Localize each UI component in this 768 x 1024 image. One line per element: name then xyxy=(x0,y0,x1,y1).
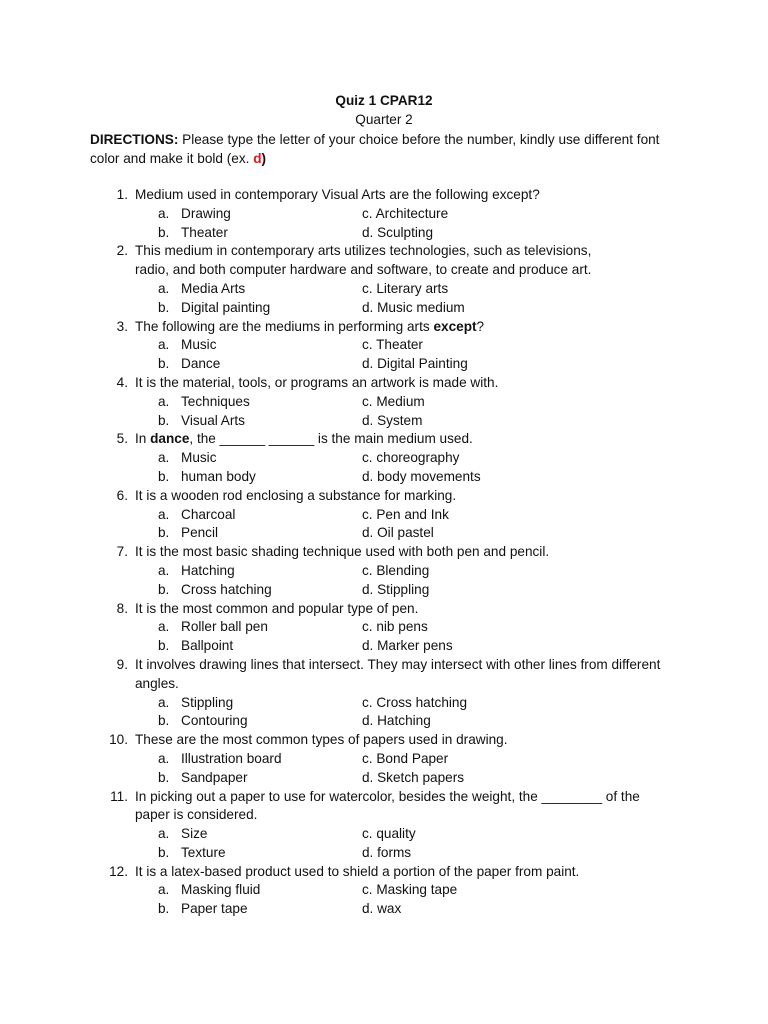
option-row xyxy=(0,393,768,412)
option-d: d. Marker pens xyxy=(362,638,453,654)
option-a-letter: a. xyxy=(158,826,170,842)
option-a: Illustration board xyxy=(181,750,282,766)
question-line xyxy=(0,600,768,619)
option-b: Texture xyxy=(181,844,226,860)
option-row xyxy=(0,750,768,769)
option-c: c. nib pens xyxy=(362,619,428,635)
option-a: Masking fluid xyxy=(181,882,261,898)
question-text xyxy=(135,731,508,750)
option-b-letter: b. xyxy=(158,901,170,917)
option-a: Size xyxy=(181,826,208,842)
option-b: Sandpaper xyxy=(181,769,248,785)
question-list xyxy=(0,186,768,919)
question-text xyxy=(135,487,456,506)
option-d: d. Oil pastel xyxy=(362,525,434,541)
option-c: c. Bond Paper xyxy=(362,750,449,766)
option-a-letter: a. xyxy=(158,562,170,578)
option-row xyxy=(0,205,768,224)
option-b-letter: b. xyxy=(158,638,170,654)
option-row xyxy=(0,844,768,863)
option-row xyxy=(0,769,768,788)
question-5 xyxy=(0,430,768,486)
option-d: d. Digital Painting xyxy=(362,356,468,372)
option-a-letter: a. xyxy=(158,337,170,353)
question-text xyxy=(135,543,549,562)
option-row xyxy=(0,712,768,731)
option-b: Cross hatching xyxy=(181,581,272,597)
option-b: Theater xyxy=(181,224,228,240)
question-text-part: It is the most basic shading technique used with both pen and pencil. xyxy=(135,544,550,560)
option-d: d. Hatching xyxy=(362,713,431,729)
option-d: d. Sculpting xyxy=(362,224,434,240)
question-number: 5. xyxy=(116,431,128,447)
question-line xyxy=(0,318,768,337)
option-b-letter: b. xyxy=(158,356,170,372)
option-row xyxy=(0,224,768,243)
question-text-continued: radio, and both computer hardware and software, to create and produce art. xyxy=(135,262,592,278)
option-row xyxy=(0,694,768,713)
question-6 xyxy=(0,487,768,543)
question-12 xyxy=(0,863,768,919)
question-text-part: This medium in contemporary arts utilizes technologies, such as televisions, xyxy=(135,243,592,259)
question-line xyxy=(0,374,768,393)
question-text-part: Medium used in contemporary Visual Arts are the following except? xyxy=(135,187,540,202)
option-b-letter: b. xyxy=(158,299,170,315)
question-text xyxy=(135,430,473,449)
question-line xyxy=(0,543,768,562)
option-b: Visual Arts xyxy=(181,412,245,428)
question-number: 7. xyxy=(116,544,128,560)
question-continuation xyxy=(0,261,768,280)
option-b-letter: b. xyxy=(158,412,170,428)
question-text xyxy=(135,242,591,261)
question-line xyxy=(0,656,768,675)
option-d: d. wax xyxy=(362,901,402,917)
option-a: Media Arts xyxy=(181,280,246,296)
question-text-part: The following are the mediums in performing arts xyxy=(135,318,434,334)
question-emphasis: dance xyxy=(150,431,190,447)
question-4 xyxy=(0,374,768,430)
option-d: d. forms xyxy=(362,844,412,860)
question-number: 4. xyxy=(116,374,128,390)
question-text xyxy=(135,186,540,205)
option-row xyxy=(0,881,768,900)
question-line xyxy=(0,731,768,750)
option-a-letter: a. xyxy=(158,393,170,409)
question-text-part: It is a latex-based product used to shield a portion of the paper from paint. xyxy=(135,863,580,879)
question-text-part: It is a wooden rod enclosing a substance for marking. xyxy=(135,487,457,503)
question-text-continued: paper is considered. xyxy=(135,807,258,823)
question-line xyxy=(0,430,768,449)
question-8 xyxy=(0,600,768,656)
option-c: c. Blending xyxy=(362,562,430,578)
question-number: 10. xyxy=(109,732,128,748)
question-continuation xyxy=(0,675,768,694)
directions-text: Please type the letter of your choice before the number, kindly use different font color and make it bold (ex. xyxy=(90,132,660,166)
option-d: d. Sketch papers xyxy=(362,769,465,785)
question-text-part: , the ______ ______ is the main medium used. xyxy=(189,431,473,447)
option-a-letter: a. xyxy=(158,205,170,221)
quiz-title: Quiz 1 CPAR12 xyxy=(335,93,433,108)
option-row xyxy=(0,900,768,919)
option-a: Charcoal xyxy=(181,506,236,522)
question-line xyxy=(0,863,768,882)
directions-label: DIRECTIONS: xyxy=(90,132,179,147)
question-number: 3. xyxy=(116,318,128,334)
directions-end: ) xyxy=(261,151,267,166)
question-text xyxy=(135,656,660,675)
question-text xyxy=(135,863,579,882)
option-b: Pencil xyxy=(181,525,219,541)
option-b: Dance xyxy=(181,356,221,372)
option-row xyxy=(0,581,768,600)
question-text-part: It is the most common and popular type of pen. xyxy=(135,600,419,616)
option-row xyxy=(0,618,768,637)
option-d: d. body movements xyxy=(362,468,481,484)
question-1 xyxy=(0,186,768,242)
directions-example: d xyxy=(253,151,262,166)
option-a-letter: a. xyxy=(158,280,170,296)
question-emphasis: except xyxy=(433,318,477,334)
option-a: Stippling xyxy=(181,694,234,710)
question-number: 9. xyxy=(116,656,128,672)
option-a-letter: a. xyxy=(158,506,170,522)
question-number: 11. xyxy=(110,788,128,804)
question-text-part: In xyxy=(135,431,151,447)
directions xyxy=(90,130,690,168)
option-row xyxy=(0,468,768,487)
option-row xyxy=(0,299,768,318)
question-text-part: These are the most common types of papers used in drawing. xyxy=(135,732,508,748)
question-line xyxy=(0,242,768,261)
option-c: c. quality xyxy=(362,826,416,842)
option-b-letter: b. xyxy=(158,769,170,785)
question-text-part: ? xyxy=(476,318,485,334)
option-b-letter: b. xyxy=(158,844,170,860)
option-b: Contouring xyxy=(181,713,248,729)
option-b: Ballpoint xyxy=(181,638,234,654)
question-text-part: It involves drawing lines that intersect. They may intersect with other lines from different xyxy=(135,656,661,672)
question-11 xyxy=(0,788,768,863)
option-a-letter: a. xyxy=(158,882,170,898)
option-row xyxy=(0,412,768,431)
question-line xyxy=(0,487,768,506)
option-c: c. Cross hatching xyxy=(362,694,468,710)
option-b-letter: b. xyxy=(158,525,170,541)
option-b-letter: b. xyxy=(158,468,170,484)
option-row xyxy=(0,524,768,543)
option-b: Digital painting xyxy=(181,299,271,315)
option-c: c. Architecture xyxy=(362,205,449,221)
option-row xyxy=(0,506,768,525)
option-b: Paper tape xyxy=(181,901,248,917)
option-b: human body xyxy=(181,468,256,484)
option-a-letter: a. xyxy=(158,694,170,710)
question-line xyxy=(0,186,768,205)
option-row xyxy=(0,637,768,656)
option-a: Techniques xyxy=(181,393,250,409)
question-7 xyxy=(0,543,768,599)
question-text-part: In picking out a paper to use for watercolor, besides the weight, the ________ of the xyxy=(135,788,640,804)
option-a: Music xyxy=(181,450,217,466)
option-a: Roller ball pen xyxy=(181,619,268,635)
option-c: c. Literary arts xyxy=(362,280,449,296)
question-text xyxy=(135,318,484,337)
option-b-letter: b. xyxy=(158,713,170,729)
question-continuation xyxy=(0,806,768,825)
question-9 xyxy=(0,656,768,731)
option-a: Hatching xyxy=(181,562,235,578)
option-row xyxy=(0,355,768,374)
option-row xyxy=(0,562,768,581)
option-c: c. Pen and Ink xyxy=(362,506,449,522)
question-number: 1. xyxy=(116,187,128,202)
question-number: 8. xyxy=(116,600,128,616)
question-text xyxy=(135,374,498,393)
option-b-letter: b. xyxy=(158,581,170,597)
option-a-letter: a. xyxy=(158,619,170,635)
option-c: c. Medium xyxy=(362,393,425,409)
question-text-part: It is the material, tools, or programs an artwork is made with. xyxy=(135,374,499,390)
question-10 xyxy=(0,731,768,787)
option-b-letter: b. xyxy=(158,224,170,240)
question-number: 2. xyxy=(116,243,128,259)
question-number: 6. xyxy=(116,487,128,503)
option-c: c. Theater xyxy=(362,337,423,353)
option-a-letter: a. xyxy=(158,750,170,766)
option-a: Drawing xyxy=(181,205,231,221)
option-row xyxy=(0,825,768,844)
option-a-letter: a. xyxy=(158,450,170,466)
question-line xyxy=(0,788,768,807)
option-d: d. Stippling xyxy=(362,581,430,597)
question-2 xyxy=(0,242,768,317)
option-a: Music xyxy=(181,337,217,353)
question-text xyxy=(135,600,418,619)
question-number: 12. xyxy=(109,863,128,879)
quiz-quarter: Quarter 2 xyxy=(355,112,413,127)
option-row xyxy=(0,280,768,299)
option-d: d. Music medium xyxy=(362,299,465,315)
option-c: c. Masking tape xyxy=(362,882,458,898)
option-row xyxy=(0,449,768,468)
question-text-continued: angles. xyxy=(135,675,179,691)
question-text xyxy=(135,788,640,807)
option-d: d. System xyxy=(362,412,423,428)
option-row xyxy=(0,336,768,355)
question-3 xyxy=(0,318,768,374)
option-c: c. choreography xyxy=(362,450,460,466)
